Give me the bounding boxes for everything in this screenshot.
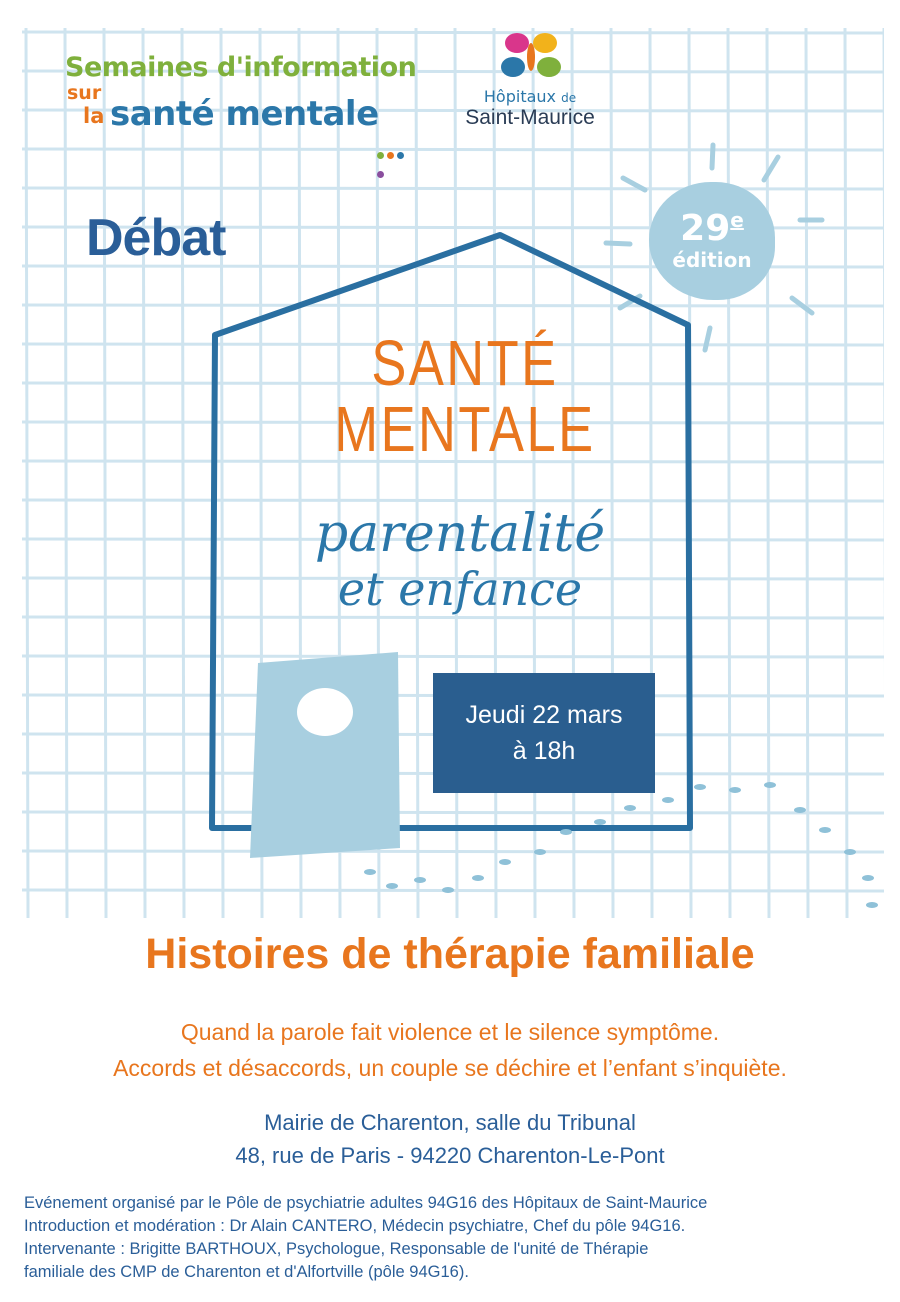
date-box (433, 673, 655, 793)
headline: Histoires de thérapie familiale (145, 930, 755, 978)
hospital-line1: Hôpitaux de (483, 87, 577, 106)
credits-line4: familiale des CMP de Charenton et d'Alfortville (pôle 94G16). (24, 1263, 469, 1281)
subtitle-line2: Accords et désaccords, un couple se déchire et l’enfant s’inquiète. (113, 1055, 787, 1081)
edition-label: édition (672, 248, 752, 272)
logo-la: la (83, 104, 105, 128)
title-line3: parentalité (314, 504, 606, 564)
door-window (297, 688, 353, 736)
subtitle (0, 1014, 900, 1086)
semaines-logo (65, 52, 417, 134)
door-shape (250, 652, 400, 858)
title-line1: SANTÉ (371, 327, 559, 399)
butterfly-icon (495, 25, 567, 91)
credits (24, 1192, 884, 1284)
title-line2: MENTALE (334, 393, 596, 465)
logo-sur: sur (67, 82, 102, 104)
subtitle-line1: Quand la parole fait violence et le silence symptôme. (180, 1019, 720, 1045)
hospital-line2: Saint-Maurice (465, 106, 595, 129)
event-type: Débat (86, 209, 226, 267)
logo-dots (377, 144, 416, 182)
logo-line1: Semaines d'information (65, 52, 417, 83)
logo-line2: santé mentale (110, 94, 379, 134)
edition-suffix: e (730, 208, 744, 232)
hospital-logo (455, 25, 605, 130)
edition-number: 29 (680, 208, 731, 249)
date-line1: Jeudi 22 mars (465, 701, 623, 729)
date-line2: à 18h (512, 737, 576, 765)
venue (0, 1106, 900, 1172)
venue-line1: Mairie de Charenton, salle du Tribunal (264, 1110, 636, 1135)
footprint-trail (364, 782, 878, 908)
credits-line2: Introduction et modération : Dr Alain CANTERO, Médecin psychiatre, Chef du pôle 94G16. (24, 1217, 686, 1235)
credits-line3: Intervenante : Brigitte BARTHOUX, Psychologue, Responsable de l'unité de Thérapie (24, 1240, 649, 1258)
title-block (330, 327, 601, 465)
venue-line2: 48, rue de Paris - 94220 Charenton-Le-Pont (235, 1143, 665, 1168)
credits-line1: Evénement organisé par le Pôle de psychiatrie adultes 94G16 des Hôpitaux de Saint-Maurice (24, 1194, 708, 1212)
title-line4: et enfance (337, 562, 583, 616)
edition-badge (649, 182, 775, 300)
